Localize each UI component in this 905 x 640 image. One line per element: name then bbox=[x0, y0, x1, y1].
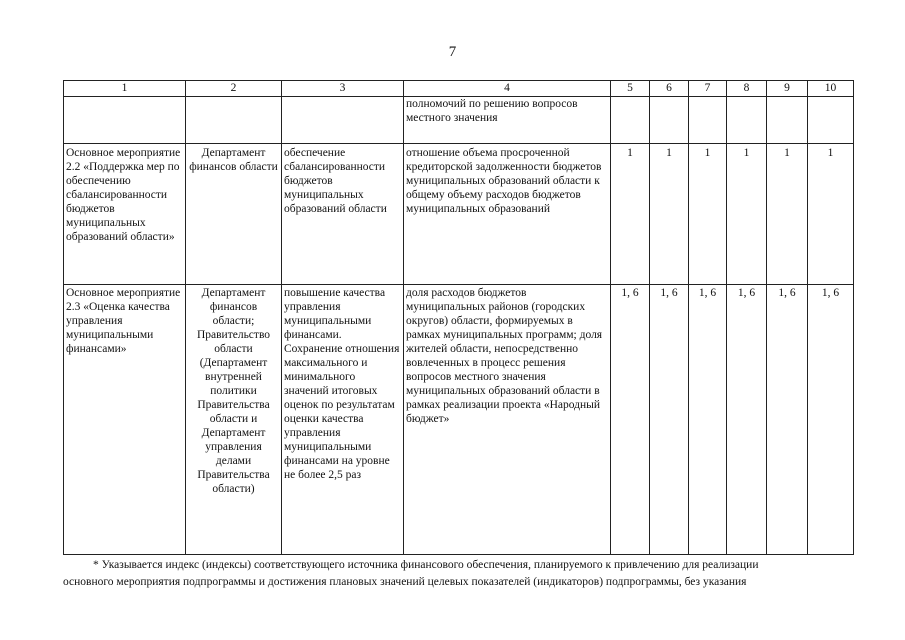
value-cell: 1, 6 bbox=[767, 285, 808, 555]
table-cell bbox=[650, 97, 689, 144]
column-number-header: 2 bbox=[186, 81, 282, 97]
table-cell bbox=[64, 97, 186, 144]
column-number-header: 3 bbox=[282, 81, 404, 97]
activity-cell: Основное мероприятие 2.2 «Поддержка мер по обеспечению сбалансированности бюджетов муниципальных образований области» bbox=[64, 144, 186, 285]
activity-cell: Основное мероприятие 2.3 «Оценка качества управления муниципальными финансами» bbox=[64, 285, 186, 555]
indicator-cell: полномочий по решению вопросов местного значения bbox=[404, 97, 611, 144]
result-cell: обеспечение сбалансированности бюджетов муниципальных образований области bbox=[282, 144, 404, 285]
table-cell bbox=[808, 97, 854, 144]
value-cell: 1, 6 bbox=[650, 285, 689, 555]
column-number-header: 7 bbox=[689, 81, 727, 97]
value-cell: 1, 6 bbox=[689, 285, 727, 555]
footnote-line: основного мероприятия подпрограммы и достижения плановых значений целевых показателей (индикаторов) подпрограммы, без указания bbox=[63, 576, 747, 588]
column-number-header: 10 bbox=[808, 81, 854, 97]
value-cell: 1 bbox=[808, 144, 854, 285]
page-number: 7 bbox=[448, 44, 457, 60]
value-cell: 1 bbox=[767, 144, 808, 285]
table-cell bbox=[282, 97, 404, 144]
column-number-header: 1 bbox=[64, 81, 186, 97]
table-cell bbox=[611, 97, 650, 144]
table-row bbox=[64, 285, 854, 555]
value-cell: 1 bbox=[727, 144, 767, 285]
column-number-header: 6 bbox=[650, 81, 689, 97]
value-cell: 1 bbox=[650, 144, 689, 285]
result-cell: повышение качества управления муниципальными финансами. Сохранение отношения максимального и минимального значений итоговых оценок по результатам оценки качества управления муниципальными финансами на уровне не более 2,5 раз bbox=[282, 285, 404, 555]
table-row bbox=[64, 144, 854, 285]
column-number-header: 8 bbox=[727, 81, 767, 97]
indicator-cell: доля расходов бюджетов муниципальных районов (городских округов) области, формируемых в рамках муниципальных программ; доля жителей области, непосредственно вовлеченных в процесс решения вопросов местного значения муниципальных образований области в рамках реализации проекта «Народный бюджет» bbox=[404, 285, 611, 555]
footnote-line: * Указывается индекс (индексы) соответствующего источника финансового обеспечения, планируемого к привлечению для реализации bbox=[93, 559, 759, 571]
table-cell bbox=[186, 97, 282, 144]
column-number-header: 9 bbox=[767, 81, 808, 97]
executor-cell: Департамент финансов области bbox=[186, 144, 282, 285]
column-number-header: 4 bbox=[404, 81, 611, 97]
value-cell: 1 bbox=[689, 144, 727, 285]
executor-cell: Департамент финансов области; Правительство области (Департамент внутренней политики Правительства области и Департамент управления делами Правительства области) bbox=[186, 285, 282, 555]
value-cell: 1, 6 bbox=[611, 285, 650, 555]
value-cell: 1, 6 bbox=[808, 285, 854, 555]
activities-table bbox=[63, 80, 854, 555]
table-cell bbox=[689, 97, 727, 144]
value-cell: 1, 6 bbox=[727, 285, 767, 555]
footnote bbox=[63, 557, 853, 591]
indicator-cell: отношение объема просроченной кредиторской задолженности бюджетов муниципальных образований области к общему объему расходов бюджетов муниципальных образований bbox=[404, 144, 611, 285]
table-cell bbox=[727, 97, 767, 144]
column-number-header: 5 bbox=[611, 81, 650, 97]
table-cell bbox=[767, 97, 808, 144]
table-row-continuation bbox=[64, 97, 854, 144]
value-cell: 1 bbox=[611, 144, 650, 285]
table-header-row bbox=[64, 81, 854, 97]
